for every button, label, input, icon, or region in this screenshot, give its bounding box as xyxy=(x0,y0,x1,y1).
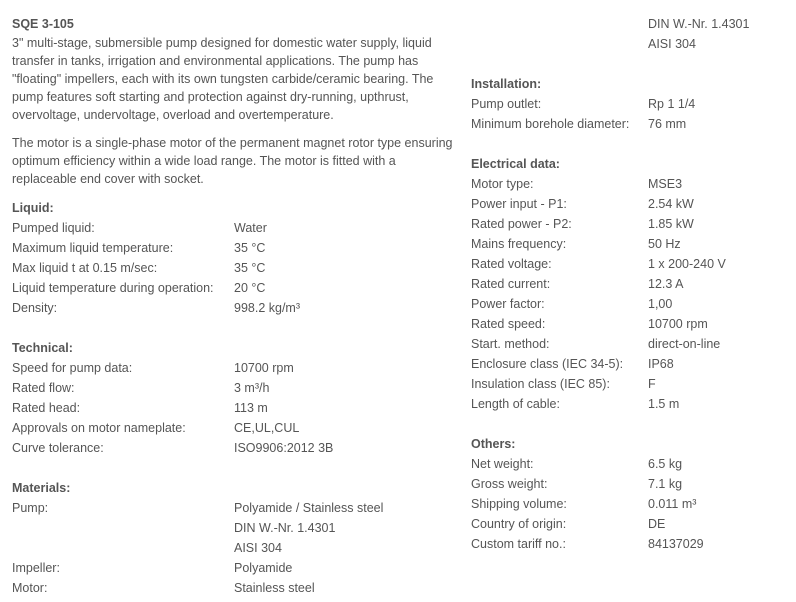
spec-row xyxy=(471,374,791,394)
motor-description: The motor is a single-phase motor of the permanent magnet rotor type ensuring optimum efficiency within a wide load range. The motor is fitted with a replaceable end cover with socket. xyxy=(12,136,453,186)
spec-value: IP68 xyxy=(648,357,674,371)
spec-row xyxy=(471,394,791,414)
spec-label: Rated voltage: xyxy=(471,257,552,271)
spec-label: Rated current: xyxy=(471,277,551,291)
spec-label: Power factor: xyxy=(471,297,545,311)
spec-value: 1 x 200-240 V xyxy=(648,257,726,271)
spec-label: Impeller: xyxy=(12,561,60,575)
spec-value: 1,00 xyxy=(648,297,673,311)
spec-row xyxy=(471,454,791,474)
electrical-section xyxy=(471,154,791,414)
product-description: 3" multi-stage, submersible pump designed for domestic water supply, liquid transfer in tanks, irrigation and environmental applications. The pump has "floating" impellers, each with its own tungsten carbide/ceramic bearing. The pump features soft starting and protection against dry-running, upthrust, overvoltage, undervoltage, overload and overtemperature. xyxy=(12,36,434,122)
spec-value: 113 m xyxy=(234,401,268,415)
spec-label: Approvals on motor nameplate: xyxy=(12,421,186,435)
spec-row xyxy=(12,358,457,378)
spec-label: Country of origin: xyxy=(471,517,567,531)
spec-value: direct-on-line xyxy=(648,337,721,351)
spec-label: Density: xyxy=(12,301,58,315)
spec-label: Rated power - P2: xyxy=(471,217,572,231)
spec-value: Stainless steel xyxy=(234,581,315,595)
spec-value: 7.1 kg xyxy=(648,477,683,491)
spec-row xyxy=(471,274,791,294)
spec-label: Pump: xyxy=(12,501,49,515)
spec-label: Curve tolerance: xyxy=(12,441,104,455)
spec-value: 1.5 m xyxy=(648,397,680,411)
spec-label: Custom tariff no.: xyxy=(471,537,566,551)
spec-row xyxy=(471,234,791,254)
spec-row xyxy=(471,314,791,334)
spec-row xyxy=(12,378,457,398)
spec-value: 2.54 kW xyxy=(648,197,694,211)
spec-value: 76 mm xyxy=(648,117,687,131)
spec-row xyxy=(12,278,457,298)
spec-label xyxy=(471,34,648,54)
spec-value: DE xyxy=(648,517,666,531)
spec-label: Mains frequency: xyxy=(471,237,567,251)
spec-row xyxy=(471,294,791,314)
spec-label: Power input - P1: xyxy=(471,197,567,211)
spec-row xyxy=(471,34,791,54)
spec-row xyxy=(12,498,457,518)
section-title-materials: Materials: xyxy=(12,481,71,495)
section-title-installation: Installation: xyxy=(471,77,542,91)
spec-label: Motor: xyxy=(12,581,48,595)
spec-label xyxy=(471,14,648,34)
spec-label: Insulation class (IEC 85): xyxy=(471,377,610,391)
spec-row xyxy=(471,514,791,534)
spec-label: Minimum borehole diameter: xyxy=(471,117,630,131)
spec-value: AISI 304 xyxy=(234,541,282,555)
materials-section xyxy=(12,478,457,598)
spec-row xyxy=(471,94,791,114)
spec-value: 3 m³/h xyxy=(234,381,270,395)
spec-label: Max liquid t at 0.15 m/sec: xyxy=(12,261,158,275)
spec-label xyxy=(12,538,234,558)
spec-value: DIN W.-Nr. 1.4301 xyxy=(648,17,750,31)
spec-label: Pump outlet: xyxy=(471,97,542,111)
spec-row xyxy=(471,174,791,194)
spec-row xyxy=(12,438,457,458)
spec-row xyxy=(12,578,457,598)
spec-value: F xyxy=(648,377,656,391)
spec-label: Shipping volume: xyxy=(471,497,567,511)
spec-value: Polyamide xyxy=(234,561,293,575)
spec-row xyxy=(471,254,791,274)
spec-label: Net weight: xyxy=(471,457,534,471)
spec-value: MSE3 xyxy=(648,177,683,191)
spec-value: 20 °C xyxy=(234,281,266,295)
spec-row xyxy=(471,474,791,494)
others-section xyxy=(471,434,791,554)
spec-value: 50 Hz xyxy=(648,237,681,251)
spec-row xyxy=(471,494,791,514)
spec-row xyxy=(471,194,791,214)
spec-label xyxy=(12,518,234,538)
spec-label: Rated speed: xyxy=(471,317,546,331)
spec-row xyxy=(471,14,791,34)
spec-row xyxy=(12,398,457,418)
installation-section xyxy=(471,74,791,134)
spec-label: Gross weight: xyxy=(471,477,548,491)
spec-value: 6.5 kg xyxy=(648,457,683,471)
spec-value: 35 °C xyxy=(234,261,266,275)
section-title-others: Others: xyxy=(471,437,516,451)
spec-label: Liquid temperature during operation: xyxy=(12,281,214,295)
left-column xyxy=(12,0,457,598)
spec-label: Rated flow: xyxy=(12,381,75,395)
liquid-section xyxy=(12,198,457,318)
section-title-technical: Technical: xyxy=(12,341,73,355)
spec-row xyxy=(12,418,457,438)
spec-row xyxy=(471,534,791,554)
spec-value: CE,UL,CUL xyxy=(234,421,300,435)
spec-label: Start. method: xyxy=(471,337,550,351)
spec-value: 35 °C xyxy=(234,241,266,255)
spec-value: 84137029 xyxy=(648,537,704,551)
spec-value: Water xyxy=(234,221,267,235)
motor-material-continued xyxy=(471,14,791,54)
spec-row xyxy=(12,238,457,258)
spec-row xyxy=(471,114,791,134)
spec-row xyxy=(471,214,791,234)
spec-value: Rp 1 1/4 xyxy=(648,97,696,111)
product-title: SQE 3-105 xyxy=(12,17,74,31)
spec-value: AISI 304 xyxy=(648,37,696,51)
technical-section xyxy=(12,338,457,458)
right-column xyxy=(471,0,791,554)
spec-value: 12.3 A xyxy=(648,277,684,291)
spec-label: Pumped liquid: xyxy=(12,221,95,235)
spec-label: Speed for pump data: xyxy=(12,361,133,375)
spec-value: ISO9906:2012 3B xyxy=(234,441,334,455)
spec-value: 1.85 kW xyxy=(648,217,694,231)
spec-row xyxy=(12,538,457,558)
spec-row xyxy=(12,558,457,578)
spec-row xyxy=(12,518,457,538)
spec-row xyxy=(12,298,457,318)
spec-value: 10700 rpm xyxy=(648,317,708,331)
spec-row xyxy=(471,354,791,374)
spec-row xyxy=(12,218,457,238)
section-title-electrical: Electrical data: xyxy=(471,157,560,171)
spec-value: 0.011 m³ xyxy=(648,497,697,511)
spec-label: Maximum liquid temperature: xyxy=(12,241,174,255)
spec-row xyxy=(471,334,791,354)
spec-value: DIN W.-Nr. 1.4301 xyxy=(234,521,336,535)
spec-row xyxy=(12,258,457,278)
spec-value: 998.2 kg/m³ xyxy=(234,301,301,315)
spec-label: Rated head: xyxy=(12,401,81,415)
spec-label: Enclosure class (IEC 34-5): xyxy=(471,357,624,371)
spec-value: Polyamide / Stainless steel xyxy=(234,501,384,515)
spec-label: Motor type: xyxy=(471,177,534,191)
section-title-liquid: Liquid: xyxy=(12,201,54,215)
spec-value: 10700 rpm xyxy=(234,361,294,375)
spec-label: Length of cable: xyxy=(471,397,560,411)
